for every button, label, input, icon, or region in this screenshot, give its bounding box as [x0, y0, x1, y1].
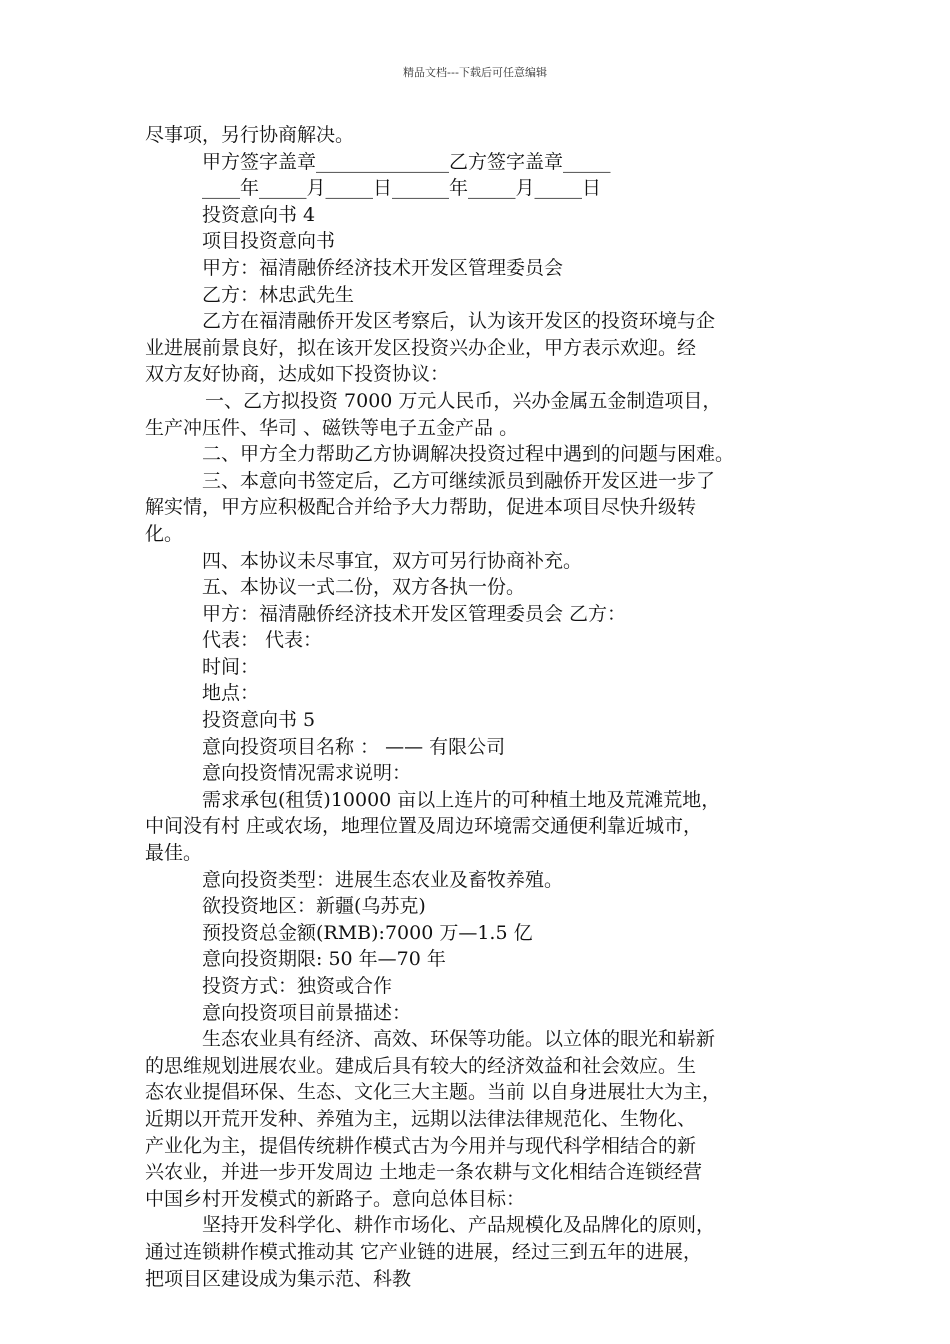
text-line: 业进展前景良好，拟在该开发区投资兴办企业，甲方表示欢迎。经	[145, 336, 697, 359]
page-header: 精品文档---下载后可任意编辑	[403, 66, 547, 79]
text-line: 预投资总金额(RMB):7000 万—1.5 亿	[202, 921, 533, 944]
text-line: 甲方签字盖章______________乙方签字盖章_____	[202, 150, 611, 173]
text-line: 化。	[145, 522, 184, 545]
text-line: 产业化为主，提倡传统耕作模式古为今用并与现代科学相结合的新	[145, 1134, 697, 1157]
text-line: 生产冲压件、华司 、磁铁等电子五金产品 。	[145, 416, 519, 439]
text-line: 最佳。	[145, 842, 203, 865]
text-line: 时间：	[202, 655, 260, 678]
text-line: 五、本协议一式二份，双方各执一份。	[202, 576, 526, 599]
text-line: 坚持开发科学化、耕作市场化、产品规模化及品牌化的原则，	[202, 1214, 716, 1237]
text-line: 投资方式：独资或合作	[202, 975, 393, 997]
text-line: 乙方：林忠武先生	[202, 283, 355, 306]
text-line: 需求承包(租赁)10000 亩以上连片的可种植土地及荒滩荒地，	[202, 788, 721, 811]
text-line: 投资意向书 5	[202, 709, 316, 732]
text-line: 生态农业具有经济、高效、环保等功能。以立体的眼光和崭新	[202, 1028, 716, 1051]
text-line: 投资意向书 4	[202, 203, 316, 226]
text-line: 通过连锁耕作模式推动其 它产业链的进展，经过三到五年的进展，	[145, 1240, 703, 1263]
text-line: 尽事项，另行协商解决。	[145, 124, 355, 146]
text-line: 态农业提倡环保、生态、文化三大主题。当前 以自身进展壮大为主，	[145, 1081, 722, 1104]
text-line: 意向投资类型：进展生态农业及畜牧养殖。	[202, 868, 564, 891]
text-line: 把项目区建设成为集示范、科教	[145, 1267, 412, 1290]
text-line: 中国乡村开发模式的新路子。意向总体目标：	[145, 1187, 526, 1210]
text-line: 地点：	[202, 682, 260, 705]
text-line: 甲方：福清融侨经济技术开发区管理委员会 乙方：	[202, 602, 627, 625]
text-line: 代表： 代表：	[202, 629, 323, 652]
text-line: 一、乙方拟投资 7000 万元人民币，兴办金属五金制造项目，	[205, 389, 722, 412]
text-line: 四、本协议未尽事宜，双方可另行协商补充。	[202, 549, 583, 572]
text-line: 双方友好协商，达成如下投资协议：	[145, 363, 450, 386]
text-line: 项目投资意向书	[202, 230, 336, 253]
text-line: 意向投资期限: 50 年—70 年	[202, 948, 446, 971]
text-line: 欲投资地区：新疆(乌苏克)	[202, 895, 426, 918]
text-line: 三、本意向书签定后，乙方可继续派员到融侨开发区进一步了	[202, 469, 716, 492]
text-line: 解实情，甲方应积极配合并给予大力帮助，促进本项目尽快升级转	[145, 496, 697, 519]
text-line: 甲方：福清融侨经济技术开发区管理委员会	[202, 256, 564, 279]
document-body	[145, 122, 825, 1292]
text-line: 的思维规划进展农业。建成后具有较大的经济效益和社会效应。生	[145, 1054, 697, 1077]
text-line: 意向投资情况需求说明：	[202, 762, 412, 785]
text-line: 近期以开荒开发种、养殖为主，远期以法律法律规范化、生物化、	[145, 1107, 697, 1130]
text-line: 意向投资项目名称 ： —— 有限公司	[202, 735, 506, 758]
text-line: 乙方在福清融侨开发区考察后，认为该开发区的投资环境与企	[202, 310, 716, 333]
text-line: 中间没有村 庄或农场，地理位置及周边环境需交通便利靠近城市，	[145, 815, 703, 838]
text-line: 意向投资项目前景描述：	[202, 1001, 412, 1024]
text-line: 二、甲方全力帮助乙方协调解决投资过程中遇到的问题与困难。	[202, 443, 735, 466]
text-line: ____年_____月_____日______年_____月_____日	[202, 177, 602, 200]
text-line: 兴农业，并进一步开发周边 土地走一条农耕与文化相结合连锁经营	[145, 1161, 703, 1184]
